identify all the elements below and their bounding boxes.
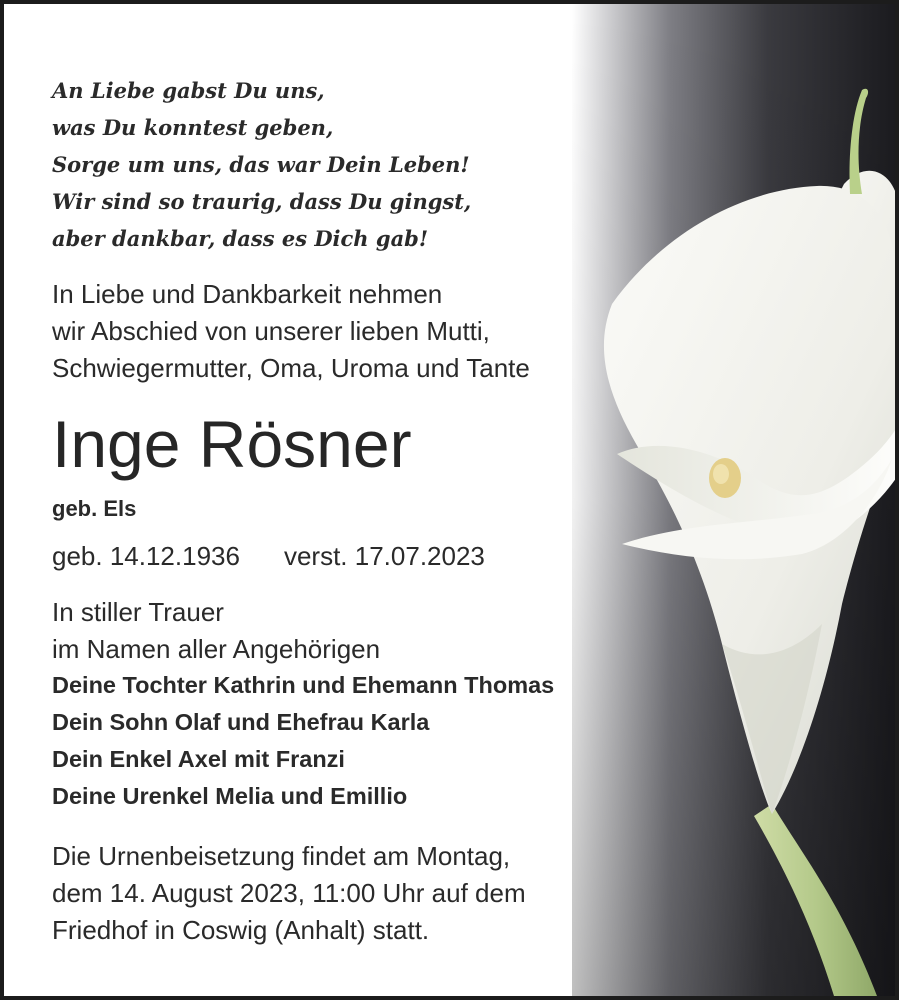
poem-line: Sorge um uns, das war Dein Leben!: [52, 152, 470, 177]
intro-line: wir Abschied von unserer lieben Mutti,: [52, 316, 490, 346]
calla-lily-photo: [572, 4, 899, 996]
family-member: Deine Tochter Kathrin und Ehemann Thomas: [52, 672, 555, 698]
family-member: Deine Urenkel Melia und Emillio: [52, 783, 408, 809]
death-date: verst. 17.07.2023: [283, 541, 485, 571]
calla-lily-image: [572, 4, 899, 996]
mourning-statement: [52, 594, 380, 668]
poem-line: Wir sind so traurig, dass Du gingst,: [52, 189, 472, 214]
family-member: Dein Sohn Olaf und Ehefrau Karla: [52, 709, 430, 735]
poem-line: An Liebe gabst Du uns,: [52, 78, 325, 103]
intro-line: Schwiegermutter, Oma, Uroma und Tante: [52, 353, 530, 383]
intro-line: In Liebe und Dankbarkeit nehmen: [52, 279, 443, 309]
burial-line: dem 14. August 2023, 11:00 Uhr auf dem: [52, 878, 526, 908]
family-member: Dein Enkel Axel mit Franzi: [52, 746, 345, 772]
family-list: [52, 667, 554, 815]
poem-line: was Du konntest geben,: [52, 115, 334, 140]
burial-info: [52, 838, 526, 949]
deceased-name: Inge Rösner: [52, 407, 412, 481]
mourning-line: In stiller Trauer: [52, 597, 224, 627]
memorial-poem: [52, 72, 471, 257]
mourning-line: im Namen aller Angehörigen: [52, 634, 381, 664]
poem-line: aber dankbar, dass es Dich gab!: [52, 226, 429, 251]
birth-date: geb. 14.12.1936: [52, 541, 240, 571]
farewell-intro: [52, 276, 530, 387]
burial-line: Friedhof in Coswig (Anhalt) statt.: [52, 915, 430, 945]
maiden-name: geb. Els: [52, 496, 137, 521]
life-dates: [52, 537, 485, 575]
burial-line: Die Urnenbeisetzung findet am Montag,: [52, 841, 511, 871]
